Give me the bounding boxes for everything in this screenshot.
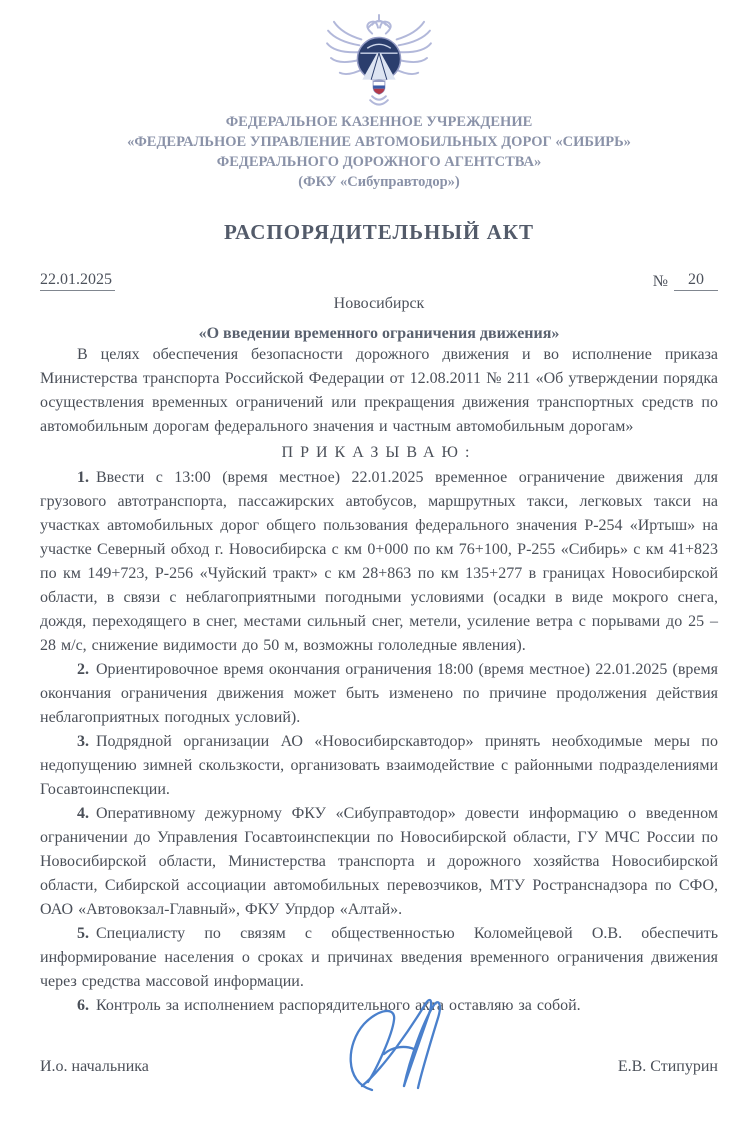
org-header-line3: ФЕДЕРАЛЬНОГО ДОРОЖНОГО АГЕНТСТВА»: [216, 154, 542, 170]
item-text: Оперативному дежурному ФКУ «Сибуправтодор» довести информацию о введенном ограничении до Управления Госавтоинспекции по Новосибирской области, ГУ МЧС России по Новосибирской области, Министерства транспорта и дорожного хозяйства Новосибирской области, Сибирской ассоциации автомобильных перевозчиков, МТУ Ространснадзора по СФО, ОАО «Автовокзал-Главный», ФКУ Упрдор «Алтай».: [40, 805, 718, 918]
item-number: 2.: [77, 661, 89, 678]
item-number: 5.: [77, 925, 89, 942]
document-title: РАСПОРЯДИТЕЛЬНЫЙ АКТ: [223, 220, 535, 244]
handwritten-signature-icon: [332, 996, 484, 1098]
order-item-2: [40, 658, 718, 730]
signer-name: Е.В. Стипурин: [617, 1058, 718, 1075]
order-word: ПРИКАЗЫВАЮ:: [281, 444, 477, 461]
number-value: 20: [674, 271, 718, 291]
item-number: 4.: [77, 805, 89, 822]
document-number: [653, 271, 718, 291]
org-header-line4: (ФКУ «Сибуправтодор»): [298, 174, 460, 190]
document-subject: «О введении временного ограничения движения»: [198, 325, 560, 342]
org-header-line2: «ФЕДЕРАЛЬНОЕ УПРАВЛЕНИЕ АВТОМОБИЛЬНЫХ ДОРОГ «СИБИРЬ»: [127, 134, 631, 150]
document-city: Новосибирск: [333, 295, 425, 312]
item-text: Контроль за исполнением распорядительного акта оставляю за собой.: [96, 997, 581, 1014]
item-text: Ориентировочное время окончания ограничения 18:00 (время местное) 22.01.2025 (время окончания ограничения движения может быть изменено по причине продолжения действия неблагоприятных погодных условий).: [40, 661, 718, 726]
document-date: 22.01.2025: [40, 271, 115, 291]
item-text: Ввести с 13:00 (время местное) 22.01.2025 временное ограничение движения для грузового автотранспорта, пассажирских автобусов, маршрутных такси, легковых такси на участках автомобильных дорог общего пользования федерального значения Р-254 «Иртыш» на участке Северный обход г. Новосибирска с км 0+000 по км 76+100, Р-255 «Сибирь» с км 41+823 по км 149+723, Р-256 «Чуйский тракт» с км 28+863 по км 135+277 в границах Новосибирской области, в связи с неблагоприятными погодными условиями (осадки в виде мокрого снега, дождя, переходящего в снег, местами сильный снег, метели, усиление ветра с порывами до 25 – 28 м/с, снижение видимости до 50 м, возможны гололедные явления).: [40, 469, 718, 654]
org-header: [40, 112, 718, 192]
org-header-line1: ФЕДЕРАЛЬНОЕ КАЗЕННОЕ УЧРЕЖДЕНИЕ: [225, 114, 533, 130]
item-text: Специалисту по связям с общественностью Коломейцевой О.В. обеспечить информирование населения о сроках и причинах введения временного ограничения движения через средства массовой информации.: [40, 925, 718, 990]
item-number: 1.: [77, 469, 89, 486]
item-number: 3.: [77, 733, 89, 750]
item-text: Подрядной организации АО «Новосибирскавтодор» принять необходимые меры по недопущению зимней скользкости, организовать взаимодействие с районными подразделениями Госавтоинспекции.: [40, 733, 718, 798]
item-number: 6.: [77, 997, 89, 1014]
number-label: №: [652, 273, 668, 290]
meta-row: [40, 271, 718, 291]
order-item-3: [40, 730, 718, 802]
signature-block: [40, 1058, 718, 1076]
signer-position: И.о. начальника: [40, 1058, 149, 1075]
rosavtodor-emblem-icon: [320, 12, 438, 108]
order-item-4: [40, 802, 718, 922]
preamble-paragraph: В целях обеспечения безопасности дорожного движения и во исполнение приказа Министерства транспорта Российской Федерации от 12.08.2011 № 211 «Об утверждении порядка осуществления временных ограничений или прекращения движения транспортных средств по автомобильным дорогам федерального значения и частным автомобильным дорогам»: [40, 346, 718, 435]
order-item-5: [40, 922, 718, 994]
order-item-1: [40, 466, 718, 658]
